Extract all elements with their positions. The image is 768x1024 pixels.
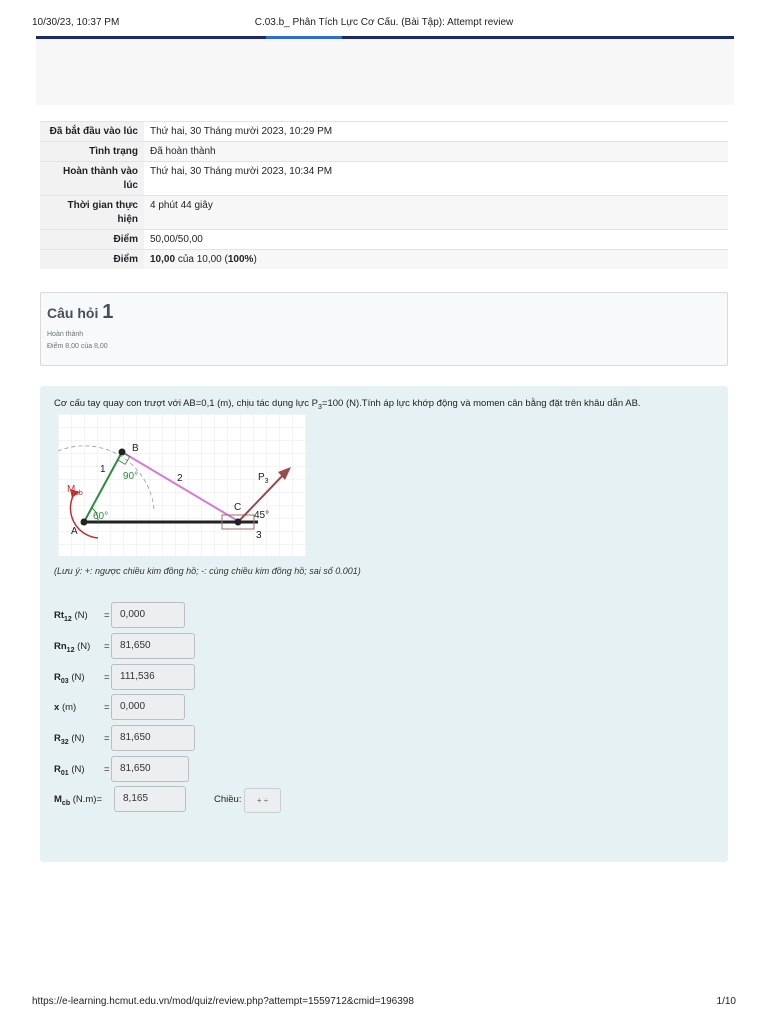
answer-row-mcb (54, 786, 334, 812)
answer-sub: 01 (60, 769, 69, 777)
label-link-1: 1 (100, 464, 106, 475)
question-state: Hoàn thành (47, 331, 84, 338)
answer-sub: 03 (60, 677, 69, 685)
answer-sub: 12 (66, 646, 75, 654)
summary-row-duration (40, 196, 728, 230)
answer-label: $M_{cb}$ (N.m)= (54, 794, 103, 807)
answer-unit: (N) (71, 764, 85, 775)
label-angle-c: 45° (254, 510, 270, 521)
question-text-part: =100 (N).Tính áp lực khớp động và momen cân bằng đặt trên khâu dẫn AB. (321, 398, 641, 409)
answer-name: Rt (54, 610, 65, 621)
sign-convention-note: (Lưu ý: +: ngược chiều kim đồng hồ; -: cùng chiều kim đồng hồ; sai số 0.001) (54, 566, 361, 576)
answer-label (54, 702, 76, 715)
print-url: https://e-learning.hcmut.edu.vn/mod/quiz/review.php?attempt=1559712&cmid=196398 (32, 996, 414, 1007)
question-content (40, 386, 728, 862)
summary-row-completed (40, 162, 728, 196)
joint-b (119, 449, 126, 456)
attempt-summary-table (40, 121, 728, 269)
question-num: 1 (102, 301, 114, 323)
answer-input-r01[interactable]: 81,650 (111, 756, 189, 782)
label-link-3: 3 (256, 530, 262, 541)
answer-input-rn12[interactable]: 81,650 (111, 633, 195, 659)
question-text (54, 398, 641, 411)
label-a: A (71, 526, 78, 537)
label-b: B (132, 443, 139, 454)
answer-unit: (N) (77, 641, 91, 652)
answer-input-x[interactable]: 0,000 (111, 694, 185, 720)
answer-input-mcb[interactable]: 8,165 (114, 786, 186, 812)
answer-input-r03[interactable]: 111,536 (111, 664, 195, 690)
answer-label (54, 733, 85, 746)
print-header (32, 17, 736, 31)
summary-row-grade (40, 250, 728, 270)
print-title: C.03.b_ Phân Tích Lực Cơ Cấu. (Bài Tập): Attempt review (254, 17, 514, 28)
summary-value: Thứ hai, 30 Tháng mười 2023, 10:29 PM (144, 122, 728, 142)
print-footer (32, 996, 736, 1007)
answer-name: R (54, 764, 61, 775)
label-c: C (234, 502, 242, 513)
answer-unit: (N.m) (72, 794, 97, 805)
grade-value: 10,00 (150, 254, 176, 265)
summary-value: Thứ hai, 30 Tháng mười 2023, 10:34 PM (144, 162, 728, 196)
summary-value: 10,00 của 10,00 (100%) (144, 250, 728, 270)
summary-value: Đã hoàn thành (144, 142, 728, 162)
label-angle-b: 90° (123, 471, 139, 482)
answer-unit: (N) (71, 672, 85, 683)
figure-grid (58, 414, 306, 556)
answer-input-r32[interactable]: 81,650 (111, 725, 195, 751)
summary-row-state (40, 142, 728, 162)
joint-a (81, 519, 88, 526)
label-p3-sub: 3 (264, 478, 269, 485)
page-header-band (36, 39, 734, 105)
question-mark: Điểm 8,00 của 8,00 (47, 343, 108, 350)
summary-label: Thời gian thực hiện (40, 196, 144, 230)
question-label: Câu hỏi (47, 305, 99, 321)
answer-label (54, 764, 85, 777)
answer-label (54, 672, 85, 685)
summary-label: Hoàn thành vào lúc (40, 162, 144, 196)
answer-sub: 12 (64, 615, 72, 623)
answer-name: R (54, 733, 61, 744)
question-text-part: Cơ cấu tay quay con trượt với AB=0,1 (m), chịu tác dụng lực P (54, 398, 319, 409)
page-number: 1/10 (716, 996, 736, 1007)
answer-unit: (N) (74, 610, 88, 621)
equals-sign: = (104, 641, 110, 652)
answer-name: M (54, 794, 62, 805)
grade-of: của 10,00 (177, 254, 222, 265)
answer-name: x (54, 702, 60, 713)
grade-percent: 100% (227, 254, 254, 265)
direction-select[interactable]: + ÷ (244, 788, 281, 813)
summary-value: 50,00/50,00 (144, 230, 728, 250)
joint-c (235, 519, 242, 526)
answer-input-rt12[interactable]: 0,000 (111, 602, 185, 628)
label-link-2: 2 (177, 473, 183, 484)
question-text-sub: 3 (318, 403, 322, 411)
question-info (40, 292, 728, 366)
mechanism-figure (58, 414, 306, 556)
summary-row-marks (40, 230, 728, 250)
answer-name: R (54, 672, 61, 683)
answer-label (54, 641, 90, 654)
label-mcb-sub: cb (75, 490, 83, 497)
summary-label: Điểm (40, 230, 144, 250)
label-p3-main: P (258, 472, 265, 483)
direction-label: Chiều: (214, 794, 242, 805)
equals-sign: = (104, 672, 110, 683)
label-angle-a: 60° (93, 511, 109, 522)
label-mcb-main: M (67, 484, 76, 495)
answer-unit: (N) (71, 733, 85, 744)
answer-label (54, 610, 88, 623)
question-number (47, 301, 113, 324)
equals-sign: = (104, 764, 110, 775)
answer-sub: cb (61, 799, 71, 807)
answer-name: Rn (54, 641, 67, 652)
summary-row-started (40, 122, 728, 142)
summary-label: Điểm (40, 250, 144, 270)
print-timestamp: 10/30/23, 10:37 PM (32, 17, 120, 28)
equals-sign: = (104, 733, 110, 744)
answer-unit: (m) (61, 702, 77, 713)
equals-sign: = (104, 610, 110, 621)
summary-value: 4 phút 44 giây (144, 196, 728, 230)
equals-sign: = (104, 702, 110, 713)
summary-label: Đã bắt đầu vào lúc (40, 122, 144, 142)
summary-label: Tình trạng (40, 142, 144, 162)
answer-sub: 32 (60, 738, 69, 746)
